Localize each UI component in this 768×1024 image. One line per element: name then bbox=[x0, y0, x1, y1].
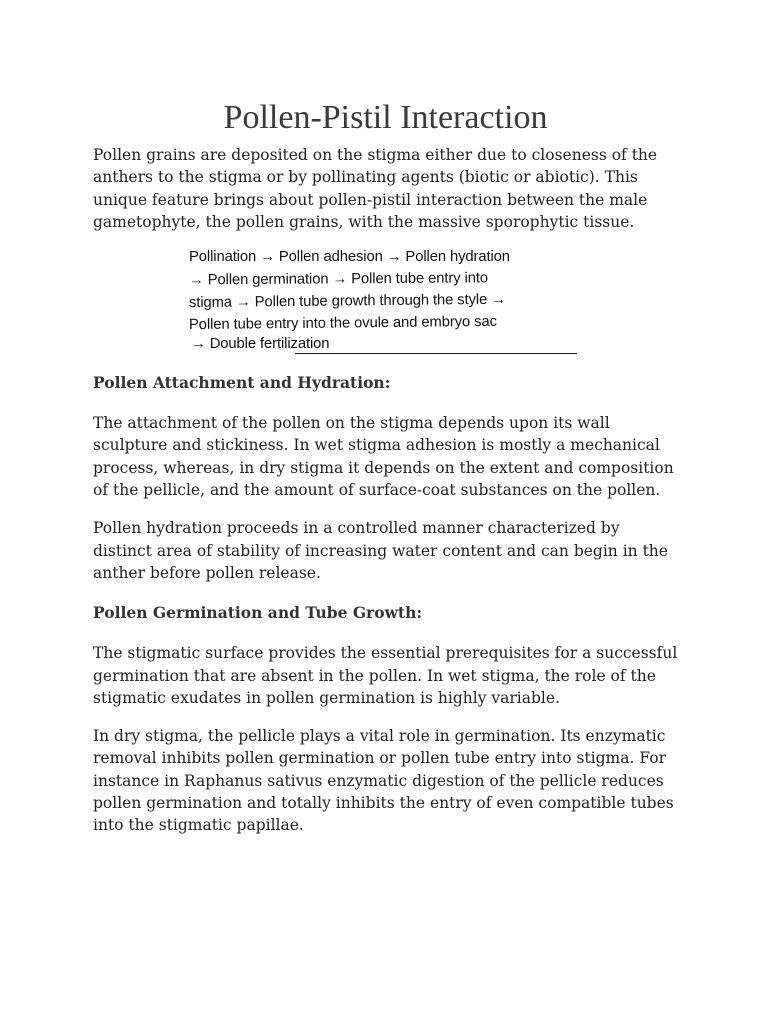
flow-line: Pollen tube entry into the ovule and embryo sac bbox=[188, 313, 497, 333]
hydration-paragraph: Pollen hydration proceeds in a controlled manner characterized by distinct area of stability of increasing water content and can begin in the anther before pollen release. bbox=[93, 519, 668, 582]
intro-paragraph: Pollen grains are deposited on the stigma either due to closeness of the anthers to the stigma or by pollinating agents (biotic or abiotic). This unique feature brings about pollen-pistil interaction between the male gametophyte, the pollen grains, with the massive sporophytic tissue. bbox=[93, 146, 658, 231]
section-heading-germination: Pollen Germination and Tube Growth: bbox=[93, 603, 423, 623]
pollination-flow-figure bbox=[189, 245, 581, 354]
flow-line: stigma → Pollen tube growth through the style → bbox=[188, 291, 506, 311]
page-title: Pollen-Pistil Interaction bbox=[223, 99, 548, 136]
document-page bbox=[93, 96, 678, 837]
flow-line: → Pollen germination → Pollen tube entry into bbox=[188, 270, 489, 289]
section-heading-attachment: Pollen Attachment and Hydration: bbox=[93, 373, 391, 393]
figure-underline bbox=[295, 353, 577, 354]
attachment-paragraph: The attachment of the pollen on the stigma depends upon its wall sculpture and stickiness. In wet stigma adhesion is mostly a mechanical process, whereas, in dry stigma it depends on the extent and composition of the pellicle, and the amount of surface-coat substances on the pollen. bbox=[93, 414, 674, 500]
flow-line: Pollination → Pollen adhesion → Pollen hydration bbox=[189, 249, 510, 266]
germination-paragraph: The stigmatic surface provides the essential prerequisites for a successful germination that are absent in the pollen. In wet stigma, the role of the stigmatic exudates in pollen germination is highly variable. bbox=[93, 644, 678, 707]
flow-line: → Double fertilization bbox=[191, 336, 330, 353]
dry-stigma-paragraph: In dry stigma, the pellicle plays a vital role in germination. Its enzymatic removal inhibits pollen germination or pollen tube entry into stigma. For instance in Raphanus sativus enzymatic digestion of the pellicle reduces pollen germination and totally inhibits the entry of even compatible tubes into the stigmatic papillae. bbox=[93, 727, 674, 835]
